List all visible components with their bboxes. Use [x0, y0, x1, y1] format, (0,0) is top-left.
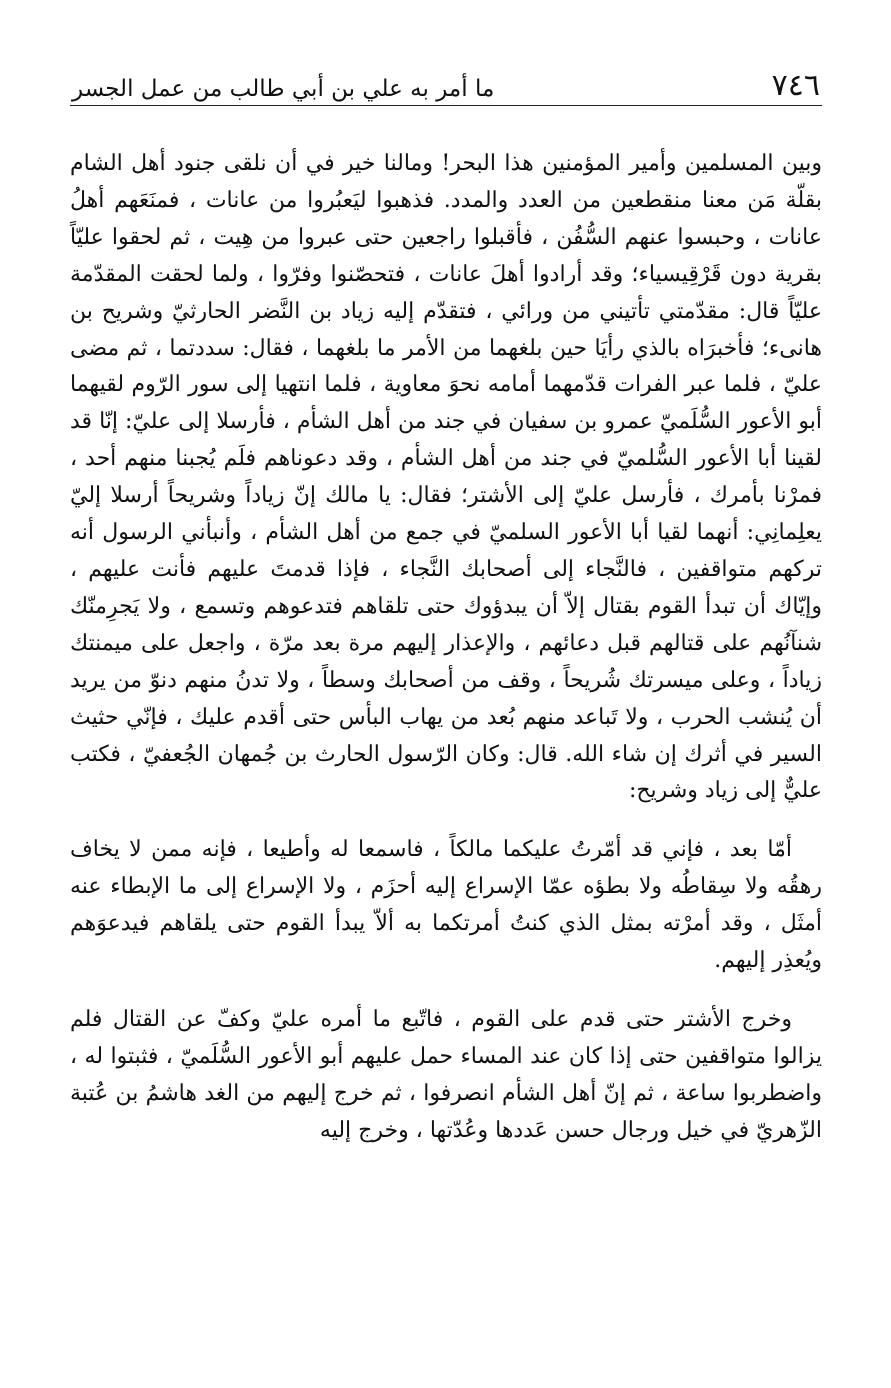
page-number: ٧٤٦: [771, 68, 820, 103]
paragraph-narrative: وبين المسلمين وأمير المؤمنين هذا البحر! ومالنا خير في أن نلقى جنود أهل الشام بقلّة مَن معنا منقطعين من العدد والمدد. فذهبوا ليَعبُروا من عانات ، فمنَعَهم أهلُ عانات ، وحبسوا عنهم السُّفُن ، فأقبلوا راجعين حتى عبروا من هِيت ، ثم لحقوا عليّاً بقرية دون قَرْقِيسياء؛ وقد أرادوا أهلَ عانات ، فتحصّنوا وفرّوا ، ولما لحقت المقدّمة عليّاً قال: مقدّمتي تأتيني من ورائي ، فتقدّم إليه زياد بن النَّضر الحارثيّ وشريح بن هانىء؛ فأخبرَاه بالذي رأيَا حين بلغهما من الأمر ما بلغهما ، فقال: سددتما ، ثم مضى عليّ ، فلما عبر الفرات قدّمهما أمامه نحوَ معاوية ، فلما انتهيا إلى سور الرّوم لقيهما أبو الأعور السُّلَميّ عمرو بن سفيان في جند من أهل الشأم ، فأرسلا إلى عليّ: إنّا قد لقينا أبا الأعور السُّلميّ في جند من أهل الشأم ، وقد دعوناهم فلَم يُجبنا منهم أحد ، فمرْنا بأمرك ، فأرسل عليّ إلى الأشتر؛ فقال: يا مالك إنّ زياداً وشريحاً أرسلا إليّ يعلِمانِي: أنهما لقيا أبا الأعور السلميّ في جمع من أهل الشأم ، وأنبأني الرسول أنه تركهم متواقفين ، فالنَّجاء إلى أصحابك النَّجاء ، فإذا قدمتَ عليهم فأنت عليهم ، وإيّاك أن تبدأ القوم بقتال إلاّ أن يبدؤوك حتى تلقاهم فتدعوهم وتسمع ، ولا يَجرِمنّك شنآنُهم على قتالهم قبل دعائهم ، والإعذار إليهم مرة بعد مرّة ، واجعل على ميمنتك زياداً ، وعلى ميسرتك شُريحاً ، وقف من أصحابك وسطاً ، ولا تدنُ منهم دنوّ من يريد أن يُنشب الحرب ، ولا تَباعد منهم بُعد من يهاب البأس حتى أقدم عليك ، فإنّي حثيث السير في أثرك إن شاء الله. قال: وكان الرّسول الحارث بن جُمهان الجُعفيّ ، فكتب عليٌّ إلى زياد وشريح:: [70, 151, 823, 804]
paragraph-letter: أمّا بعد ، فإني قد أمّرتُ عليكما مالكاً ، فاسمعا له وأطيعا ، فإنه ممن لا يخاف رهقُه ولا سِقاطُه ولا بطؤه عمّا الإسراع إليه أحزَم ، ولا الإسراع إلى ما الإبطاء عنه أمثَل ، وقد أمرْته بمثل الذي كنتُ أمرتكما به ألاّ يبدأ القوم حتى يلقاهم فيدعوَهم ويُعذِر إليهم.: [70, 837, 822, 974]
paragraph-continuation: وخرج الأشتر حتى قدم على القوم ، فاتّبع ما أمره عليّ وكفّ عن القتال فلم يزالوا متواقفين حتى إذا كان عند المساء حمل عليهم أبو الأعور السُّلَميّ ، فثبتوا له ، واضطربوا ساعة ، ثم إنّ أهل الشأم انصرفوا ، ثم خرج إليهم من الغد هاشمُ بن عُتبة الزّهريّ في خيل ورجال حسن عَددها وعُدّتها ، وخرج إليه: [70, 1006, 822, 1143]
running-title: ما أمر به علي بن أبي طالب من عمل الجسر: [72, 76, 495, 102]
book-page: [70, 58, 822, 1358]
page-header: [70, 58, 822, 106]
